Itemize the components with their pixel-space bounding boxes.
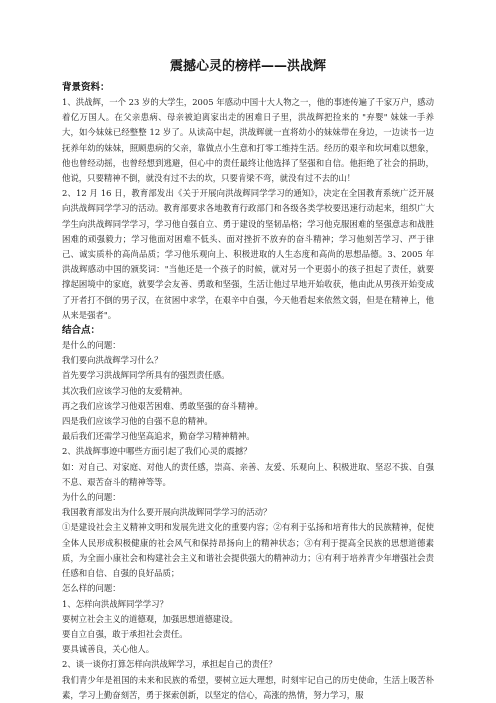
answer-paragraph: 如：对自己、对家庭、对他人的责任感，崇高、亲善、友爱、乐观向上、积极进取、坚忍不拔、自强不息、艰苦奋斗的精神等等。 <box>62 461 434 487</box>
question-type-why: 为什么的问题： <box>62 492 121 503</box>
answer-line: 四是我们应该学习他的自强不息的精神。 <box>62 416 213 427</box>
answer-line: 要具诚善良，关心他人。 <box>62 644 155 655</box>
question-type-what: 是什么的问题： <box>62 340 121 351</box>
background-heading: 背景资料： <box>62 82 110 93</box>
answer-line: 其次我们应该学习他的友爱精神。 <box>62 385 188 396</box>
answer-line: 要树立社会主义的道德观，加强思想道德建设。 <box>62 613 238 624</box>
background-paragraph-1: 1、洪战辉，一个 23 岁的大学生，2005 年感动中国十大人物之一，他的事迹传遍了千家万户，感动着亿万国人。在父亲患病、母亲被迫离家出走的困难日子里，洪战辉把捡来的 "弃婴" 妹妹一手养大，如今妹妹已经整整 12 岁了。从读高中起，洪战辉就一直将幼小的妹妹带在身边，一边读书一边抚养年幼的妹妹，照顾患病的父亲，靠做点小生意和打零工维持生活。经历的艰辛和坎坷难以想象，他也曾经动摇，也曾经想到逃避，但心中的责任最终让他选择了坚强和自信。他拒绝了社会的捐助，他说，只要精神不倒，就没有过不去的坎，只要肯梁不弯，就没有过不去的山！ <box>62 97 434 184</box>
question-line: 1、怎样向洪战辉同学学习？ <box>62 598 168 609</box>
question-line: 我国教育部发出为什么要开展向洪战辉同学学习的活动？ <box>62 507 272 518</box>
background-paragraph-2: 2、12 月 16 日，教育部发出《关于开展向洪战辉同学学习的通知》，决定在全国教育系统广泛开展向洪战辉同学学习的活动。教育部要求各地教育行政部门和各级各类学校要迅速行动起来，组织广大学生向洪战辉同学学习，学习他自强自立、勇于建设的坚韧品格；学习他克服困难的坚强意志和战胜困难的顽强毅力；学习他面对困难不低头、面对挫折不放弃的奋斗精神；学习他刻苦学习、严于律己、诚实质朴的高尚品质；学习他乐观向上、积极进取的人生态度和高尚的思想品德。3、2005 年洪战辉感动中国的颁奖词："当他还是一个孩子的时候，就对另一个更弱小的孩子担起了责任，就要撑起困境中的家庭，就要学会友善、勇敢和坚强，生活让他过早地开始收获，他由此从男孩开始变成了开者打不倒的男子汉，在贫困中求学，在艰辛中自强，今天他看起来依然文弱，但是在精神上，他从来是强者"。 <box>62 188 434 320</box>
answer-line: 首先要学习洪战辉同学所具有的强烈责任感。 <box>62 370 230 381</box>
answer-paragraph: 我们青少年是祖国的未来和民族的希望，要树立远大理想，时刻牢记自己的历史使命，生活上吸苦朴素，学习上勤奋刻苦，勇于探索创新，以坚定的信心，高涨的热情，努力学习，服 <box>62 674 434 700</box>
conclusion-heading: 结合点： <box>62 325 101 337</box>
answer-paragraph: ①是建设社会主义精神文明和发展先进文化的重要内容；②有利于弘扬和培育伟大的民族精神，促使全体人民形成积极健康的社会风气和保持昂扬向上的精神状态；③有利于提高全民族的思想道德素质，为全面小康社会和构建社会主义和谐社会提供强大的精神动力；④有利于培养青少年增强社会责任感和自信、自强的良好品质； <box>62 522 434 579</box>
answer-line: 要自立自强，敢于承担社会责任。 <box>62 628 188 639</box>
document-title: 震撼心灵的榜样——洪战辉 <box>169 59 326 74</box>
question-line: 2、洪战辉事迹中哪些方面引起了我们心灵的震撼？ <box>62 446 252 457</box>
question-line: 我们要向洪战辉学习什么？ <box>62 355 163 366</box>
answer-line: 再之我们应该学习他艰苦困难、勇敢坚强的奋斗精神。 <box>62 400 263 411</box>
question-line: 2、谈一谈你打算怎样向洪战辉学习，承担起自己的责任？ <box>62 659 277 670</box>
question-type-how: 怎么样的问题： <box>62 583 121 594</box>
answer-line: 最后我们还需学习他坚高追求，勤奋学习精神精神。 <box>62 431 255 442</box>
